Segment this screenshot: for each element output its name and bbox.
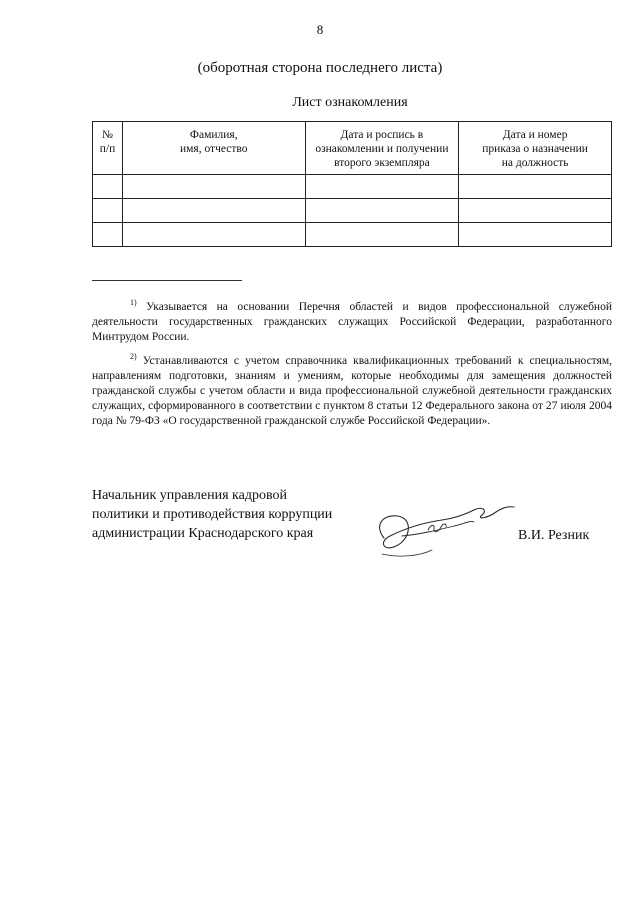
table-header-row: [93, 122, 612, 175]
column-header-number: № п/п: [93, 122, 123, 175]
column-header-signature-date: Дата и роспись в ознакомлении и получении второго экземпляра: [305, 122, 459, 175]
column-header-order-date: Дата и номер приказа о назначении на должность: [459, 122, 612, 175]
signer-position: [92, 486, 352, 543]
footnote-mark: 1): [130, 298, 137, 307]
table-cell[interactable]: [93, 223, 123, 247]
table-row: [93, 175, 612, 199]
signer-position-line: Начальник управления кадровой: [92, 488, 287, 503]
footnote-2: [92, 349, 612, 429]
signer-name: В.И. Резник: [518, 528, 590, 543]
table-cell[interactable]: [459, 223, 612, 247]
table-cell[interactable]: [122, 175, 305, 199]
table-cell[interactable]: [305, 175, 459, 199]
footnote-text: Устанавливаются с учетом справочника квалификационных требований к специальностям, направлениям подготовки, знаниям и умениям, которые необходимы для замещения должностей гражданской службы с учетом области и вида профессиональной служебной деятельности гражданских служащих, сформированного в соответствии с пунктом 8 статьи 12 Федерального закона от 27 июля 2004 года № 79-ФЗ «О государственной гражданской службе Российской Федерации».: [92, 354, 612, 427]
table-cell[interactable]: [459, 175, 612, 199]
signer-position-line: администрации Краснодарского края: [92, 526, 314, 541]
page-number: 8: [316, 22, 324, 37]
document-subtitle: (оборотная сторона последнего листа): [197, 60, 443, 76]
footnote-1: [92, 295, 612, 345]
footnote-text: Указывается на основании Перечня областей и видов профессиональной служебной деятельности государственных гражданских служащих Российской Федерации, разработанного Минтрудом России.: [92, 300, 612, 343]
handwritten-signature: [370, 492, 520, 572]
footnotes: [92, 295, 612, 433]
footnote-mark: 2): [130, 351, 137, 361]
table-cell[interactable]: [305, 199, 459, 223]
table-cell[interactable]: [93, 175, 123, 199]
table-cell[interactable]: [122, 199, 305, 223]
signer-position-line: политики и противодействия коррупции: [92, 507, 333, 522]
table-cell[interactable]: [305, 223, 459, 247]
column-header-full-name: Фамилия, имя, отчество: [122, 122, 305, 175]
document-title: Лист ознакомления: [292, 95, 408, 110]
footnote-separator: [92, 280, 242, 281]
table-cell[interactable]: [122, 223, 305, 247]
acknowledgement-table: [92, 121, 612, 247]
table-cell[interactable]: [93, 199, 123, 223]
table-row: [93, 223, 612, 247]
table-row: [93, 199, 612, 223]
table-cell[interactable]: [459, 199, 612, 223]
